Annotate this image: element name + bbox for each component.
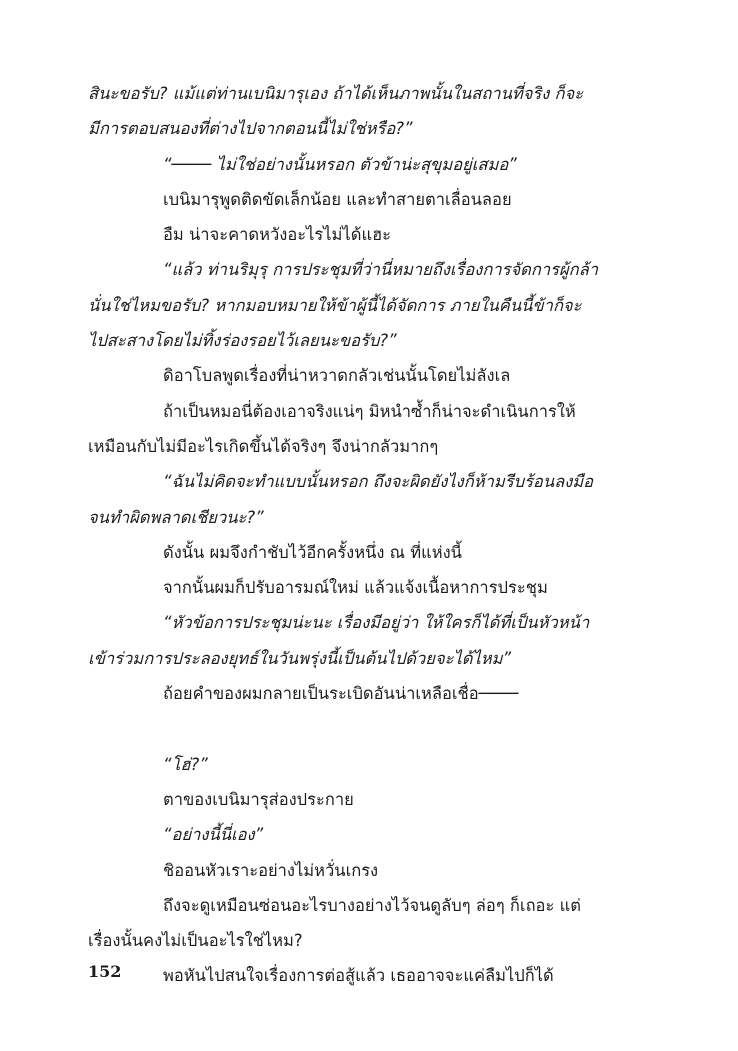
text-line: ถ้าเป็นหมอนี่ต้องเอาจริงแน่ๆ มิหนำซ้ำก็น่าจะดำเนินการให้: [163, 401, 576, 421]
text-line: “อย่างนี้นี่เอง”: [163, 825, 264, 845]
text-line: “แล้ว ท่านริมุรุ การประชุมที่ว่านี่หมายถึงเรื่องการจัดการผู้กล้า: [163, 260, 599, 280]
text-line: ตาของเบนิมารุส่องประกาย: [163, 789, 354, 809]
text-line: จนทำผิดพลาดเชียวนะ?”: [88, 507, 264, 527]
text-line: “หัวข้อการประชุมน่ะนะ เรื่องมีอยู่ว่า ให้ใครก็ได้ที่เป็นหัวหน้า: [163, 613, 590, 633]
text-line: ไปสะสางโดยไม่ทิ้งร่องรอยไว้เลยนะขอรับ?”: [88, 331, 397, 351]
text-line: ดิอาโบลพูดเรื่องที่น่าหวาดกลัวเช่นนั้นโดยไม่ลังเล: [163, 366, 511, 386]
text-line: ถ้อยคำของผมกลายเป็นระเบิดอันน่าเหลือเชื่อ────: [163, 684, 519, 704]
text-line: “ฉันไม่คิดจะทำแบบนั้นหรอก ถึงจะผิดยังไงก็ห้ามรีบร้อนลงมือ: [163, 472, 594, 492]
text-line: เหมือนกับไม่มีอะไรเกิดขึ้นได้จริงๆ จึงน่ากลัวมากๆ: [88, 436, 439, 456]
body-text: [88, 76, 654, 994]
text-line: จากนั้นผมก็ปรับอารมณ์ใหม่ แล้วแจ้งเนื้อหาการประชุม: [163, 578, 548, 598]
text-line: ถึงจะดูเหมือนซ่อนอะไรบางอย่างไว้จนดูลับๆ ล่อๆ ก็เถอะ แต่: [163, 895, 581, 915]
text-line: พอหันไปสนใจเรื่องการต่อสู้แล้ว เธออาจจะแค่ลืมไปก็ได้: [163, 966, 554, 986]
text-line: เข้าร่วมการประลองยุทธ์ในวันพรุ่งนี้เป็นต้นไปด้วยจะได้ไหม”: [88, 648, 512, 668]
text-line: อืม น่าจะคาดหวังอะไรไม่ได้แฮะ: [163, 225, 392, 245]
text-line: เรื่องนั้นคงไม่เป็นอะไรใช่ไหม?: [88, 931, 303, 951]
blank-line: [88, 711, 654, 746]
text-line: นั่นใช่ไหมขอรับ? หากมอบหมายให้ข้าผู้นี้ได้จัดการ ภายในคืนนี้ข้าก็จะ: [88, 295, 582, 315]
text-line: ดังนั้น ผมจึงกำชับไว้อีกครั้งหนึ่ง ณ ที่แห่งนี้: [163, 542, 462, 562]
page-number: 152: [88, 962, 122, 981]
text-line: “──── ไม่ใช่อย่างนั้นหรอก ตัวข้าน่ะสุขุมอยู่เสมอ”: [163, 154, 517, 174]
text-line: สินะขอรับ? แม้แต่ท่านเบนิมารุเอง ถ้าได้เห็นภาพนั้นในสถานที่จริง ก็จะ: [88, 84, 584, 103]
text-line: ชิออนหัวเราะอย่างไม่หวั่นเกรง: [163, 860, 379, 880]
text-line: มีการตอบสนองที่ต่างไปจากตอนนี้ไม่ใช่หรือ?”: [88, 119, 413, 139]
text-line: เบนิมารุพูดติดขัดเล็กน้อย และทำสายตาเลื่อนลอย: [163, 189, 512, 209]
text-line: “โฮ่?”: [163, 754, 208, 774]
